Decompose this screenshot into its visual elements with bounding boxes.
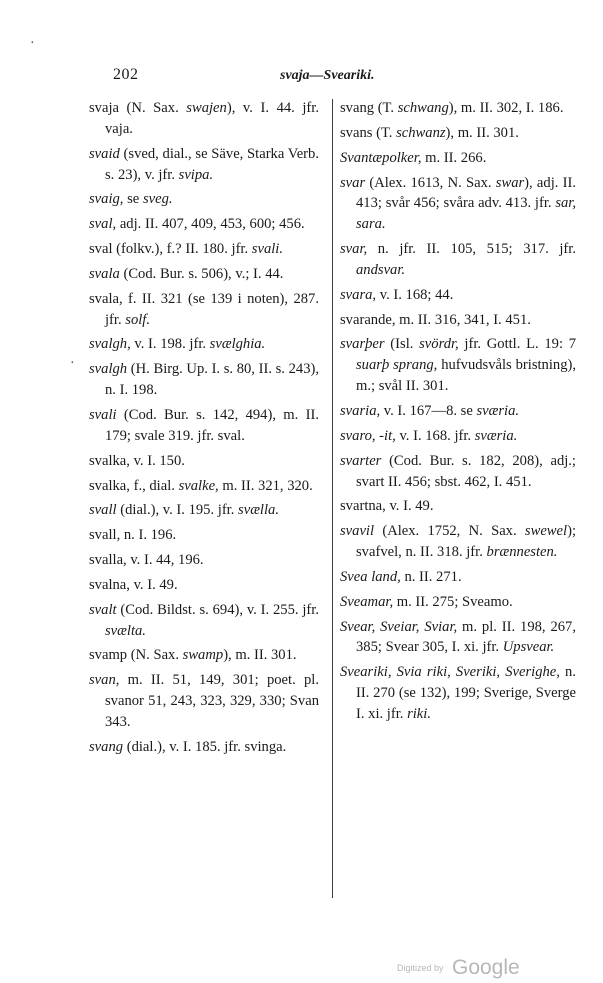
entry-text: ), adj. II. 413; svår 456; svåra adv. 413. jfr. [356,174,577,212]
dictionary-entry [89,239,319,260]
scan-mark: · [30,36,35,51]
dictionary-entry [89,289,319,331]
entry-text: svalna, v. I. 49. [89,576,178,593]
entry-text: svartna, v. I. 49. [340,498,434,515]
entry-italic-text: svælghia. [209,336,266,353]
entry-text: (dial.), v. I. 195. jfr. [116,502,239,519]
dictionary-entry [340,173,576,236]
column-divider [332,99,333,898]
dictionary-entry [89,189,319,210]
entry-text: se [123,191,143,208]
entry-text: ); svafvel, n. II. 318. jfr. [356,523,576,561]
dictionary-entry [340,123,576,144]
entry-italic-text: svar, [340,241,368,258]
dictionary-entry [340,285,576,306]
entry-italic-text: svaid [89,145,120,162]
entry-italic-text: svaro, -it, [340,427,396,444]
entry-text: svala, f. II. 321 (se 139 i noten), 287. jfr. [89,290,319,328]
entry-text: (Isl. [384,336,420,353]
right-column [340,98,576,729]
entry-text: hufvudsvåls bristning), m.; svål II. 301. [356,357,577,395]
entry-italic-text: Upsvear. [502,639,555,656]
entry-italic-text: svall [89,502,117,519]
entry-italic-text: Svear, Sveiar, Sviar, [340,618,458,635]
entry-italic-text: svaria, [340,402,381,419]
dictionary-entry [89,144,319,186]
entry-text: sval (folkv.), f.? II. 180. jfr. [89,241,252,258]
dictionary-entry [89,451,319,472]
entry-text: v. I. 198. jfr. [130,336,210,353]
dictionary-entry [340,496,576,517]
dictionary-entry [89,476,319,497]
entry-italic-text: sveg. [142,191,173,208]
entry-text: (dial.), v. I. 185. jfr. svinga. [123,738,287,755]
dictionary-entry [89,334,319,355]
entry-italic-text: sværia. [476,402,520,419]
dictionary-entry [89,575,319,596]
dictionary-entry [340,148,576,169]
entry-italic-text: svipa. [178,166,214,183]
entry-italic-text: Svea land, [340,568,401,585]
entry-text: v. I. 168; 44. [376,286,454,303]
entry-text: (Cod. Bur. s. 142, 494), m. II. 179; svale 319. jfr. sval. [105,406,319,444]
dictionary-entry [340,334,576,397]
dictionary-entry [340,426,576,447]
entry-text: (H. Birg. Up. I. s. 80, II. s. 243), n. I. 198. [105,361,319,399]
entry-text: svalka, f., dial. [89,477,179,494]
entry-text: n. II. 271. [400,568,462,585]
entry-text: v. I. 167—8. se [380,402,477,419]
watermark-digitized-by: Digitized by [397,963,444,973]
entry-text: (sved, dial., se Säve, Starka Verb. s. 23), v. jfr. [105,145,319,183]
dictionary-entry [89,600,319,642]
scan-mark: · [70,356,75,371]
entry-italic-text: schwanz [396,124,446,141]
entry-text: (Cod. Bildst. s. 694), v. I. 255. jfr. [116,601,319,618]
entry-italic-text: svara, [340,286,377,303]
dictionary-entry [340,567,576,588]
entry-italic-text: svali. [251,241,284,258]
entry-text: jfr. Gottl. L. 19: 7 [458,336,576,353]
entry-text: m. II. 275; Sveamo. [393,593,513,610]
entry-italic-text: svaig, [89,191,124,208]
dictionary-entry [89,405,319,447]
entry-text: m. II. 51, 149, 301; poet. pl. svanor 51, 243, 323, 329, 330; Svan 343. [105,672,319,730]
entry-italic-text: svala [89,265,120,282]
google-watermark [397,956,520,980]
entry-text: ), m. II. 301. [223,647,297,664]
entry-text: svamp (N. Sax. [89,647,183,664]
entry-text: adj. II. 407, 409, 453, 600; 456. [116,216,305,233]
dictionary-entry [89,214,319,235]
entry-text: svarande, m. II. 316, 341, I. 451. [340,311,531,328]
page-number: 202 [113,66,139,83]
entry-italic-text: svalke, [178,477,219,494]
entry-text: svalla, v. I. 44, 196. [89,552,204,569]
left-column [89,98,319,762]
entry-italic-text: Svantæpolker, [340,149,422,166]
entry-italic-text: svan, [89,672,120,689]
entry-italic-text: svalgh, [89,336,131,353]
entry-text: m. pl. II. 198, 267, 385; Svear 305, I. xi. jfr. [356,618,576,656]
entry-italic-text: swewel [524,523,568,540]
dictionary-entry [340,662,576,725]
entry-italic-text: brænnesten. [486,544,558,561]
entry-italic-text: suarþ sprang, [356,357,438,374]
entry-italic-text: svali [89,406,117,423]
entry-text: ), m. II. 301. [445,124,519,141]
dictionary-entry [89,737,319,758]
dictionary-entry [89,98,319,140]
entry-italic-text: swar [495,174,525,191]
entry-text: n. II. 270 (se 132), 199; Sverige, Sverge I. xi. jfr. [356,664,577,722]
entry-text: (Alex. 1613, N. Sax. [365,174,496,191]
entry-italic-text: sværia. [474,427,518,444]
entry-text: (Cod. Bur. s. 182, 208), adj.; svart II. 456; sbst. 462, I. 451. [356,452,576,490]
entry-text: svall, n. I. 196. [89,527,177,544]
entry-text: ), m. II. 302, I. 186. [448,100,564,116]
running-head: svaja—Sveariki. [280,68,375,83]
entry-text: svang (T. [340,100,398,116]
entry-text: svalka, v. I. 150. [89,452,185,469]
dictionary-entry [89,550,319,571]
dictionary-entry [89,359,319,401]
entry-italic-text: svælta. [105,622,146,639]
entry-italic-text: svavil [340,523,375,540]
entry-italic-text: andsvar. [356,261,406,278]
dictionary-entry [340,592,576,613]
watermark-google-logo: Google [451,956,520,979]
entry-italic-text: riki. [407,705,431,722]
entry-italic-text: schwang [397,100,449,116]
entry-italic-text: svælla. [238,502,279,519]
dictionary-entry [89,525,319,546]
entry-text: (Cod. Bur. s. 506), v.; I. 44. [119,265,284,282]
entry-italic-text: svarþer [340,336,385,353]
entry-italic-text: svar [340,174,366,191]
dictionary-entry [340,451,576,493]
dictionary-entry [340,521,576,563]
entry-text: (Alex. 1752, N. Sax. [374,523,525,540]
entry-italic-text: Sveariki, Svia riki, Sveriki, Sverighe, [340,664,560,681]
entry-text: ), v. I. 44. jfr. vaja. [105,100,319,137]
entry-italic-text: svang [89,738,124,755]
entry-italic-text: Sveamar, [340,593,394,610]
dictionary-entry [340,617,576,659]
entry-text: svans (T. [340,124,397,141]
dictionary-entry [89,645,319,666]
entry-italic-text: solf. [125,311,150,328]
entry-italic-text: swajen [186,100,227,116]
entry-italic-text: sar, sara. [356,195,576,233]
entry-italic-text: svarter [340,452,382,469]
entry-italic-text: sval, [89,216,117,233]
dictionary-entry [340,401,576,422]
dictionary-entry [89,500,319,521]
dictionary-entry [340,239,576,281]
entry-text: m. II. 266. [421,149,487,166]
entry-text: n. jfr. II. 105, 515; 317. jfr. [367,241,576,258]
entry-italic-text: svördr, [419,336,459,353]
dictionary-entry [89,264,319,285]
entry-text: v. I. 168. jfr. [395,427,475,444]
entry-italic-text: swamp [182,647,224,664]
entry-italic-text: svalt [89,601,117,618]
entry-italic-text: svalgh [89,361,128,378]
dictionary-entry [89,670,319,733]
entry-text: svaja (N. Sax. [89,100,187,116]
entry-text: m. II. 321, 320. [218,477,313,494]
dictionary-entry [340,310,576,331]
dictionary-entry [340,98,576,119]
